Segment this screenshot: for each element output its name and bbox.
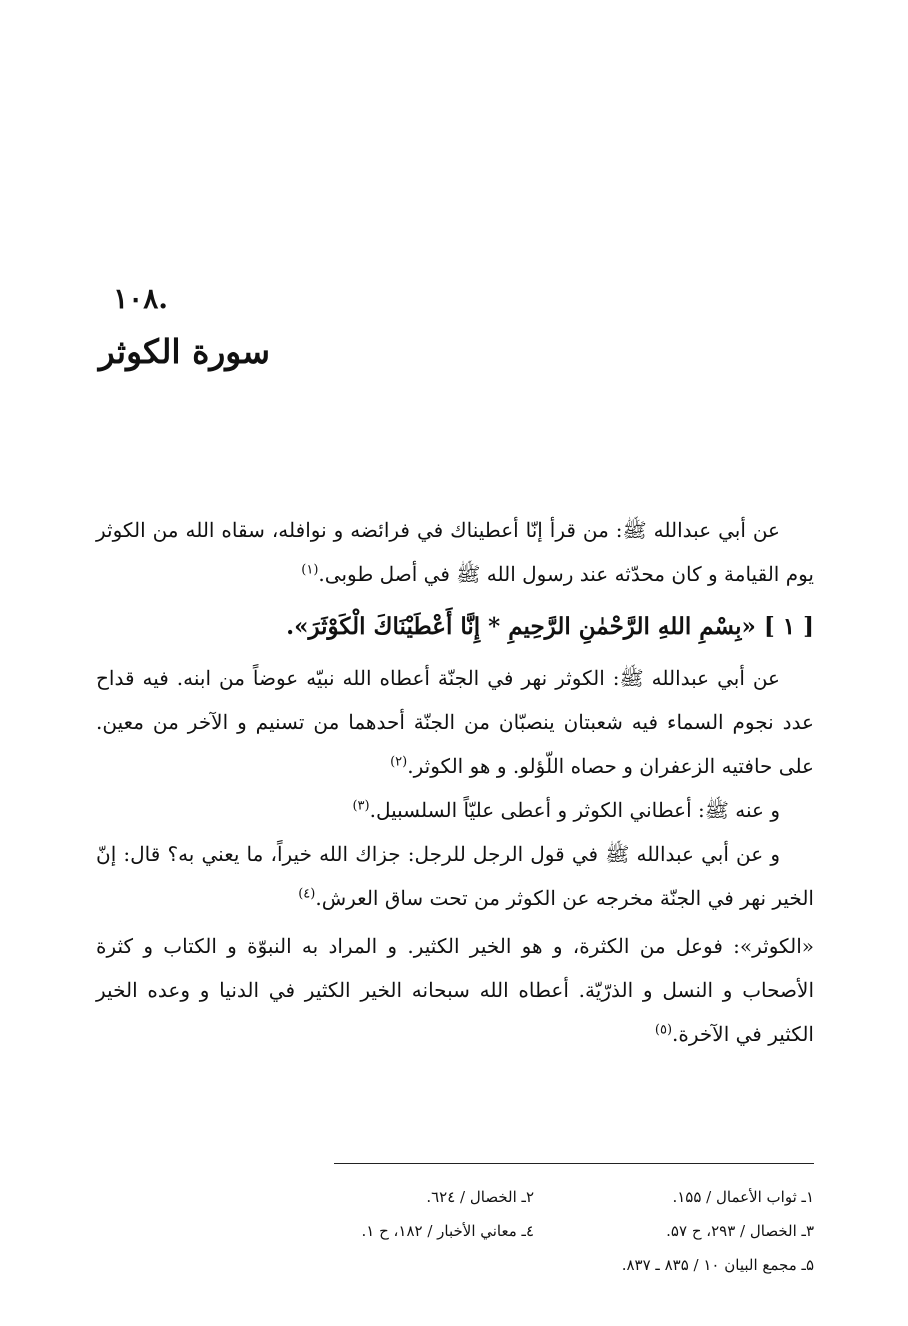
paragraph-1-text: عن أبي عبدالله ﷺ: من قرأ إنّا أعطيناك في فرائضه و نوافله، سقاه الله من الكوثر يوم القيامة و كان محدّثه عند رسول الله ﷺ في أصل طوبى. [96,518,814,586]
footnote-ref-4: (٤) [298,886,316,902]
paragraph-4 [96,832,814,920]
paragraph-2-text: عن أبي عبدالله ﷺ: الكوثر نهر في الجنّة أعطاه الله نبيّه عوضاً من ابنه. فيه قداح عدد نجوم السماء فيه شعبتان ينصبّان من الجنّة أحدهما من تسنيم و الآخر من معين. على حافتيه الزعفران و حصاه اللّؤلو. و هو الكوثر. [96,666,814,778]
surah-title: سورة الكوثر [98,332,270,371]
paragraph-3-text: و عنه ﷺ: أعطاني الكوثر و أعطى عليّاً السلسبيل. [369,798,780,822]
quran-verse: [ ۱ ] «بِسْمِ اللهِ الرَّحْمٰنِ الرَّحِيمِ * إِنَّا أَعْطَيْنَاكَ الْكَوْثَرَ». [286,613,814,640]
footnote-row [254,1214,814,1248]
main-text [96,508,814,1056]
footnotes [254,1180,814,1282]
footnote-ref-2: (۲) [390,754,408,770]
footnote-ref-5: (٥) [654,1022,673,1038]
footnote-divider [334,1163,814,1164]
paragraph-4-text: و عن أبي عبدالله ﷺ في قول الرجل للرجل: جزاك الله خيراً، ما يعني به؟ قال: إنّ الخير نهر في الجنّة مخرجه عن الكوثر من تحت ساق العرش. [96,842,814,910]
paragraph-3 [96,788,814,832]
footnote-ref-1: (۱) [301,562,319,578]
footnote-4: ٤ـ معاني الأخبار / ۱۸۲، ح ۱. [361,1222,534,1240]
footnote-3: ۳ـ الخصال / ۲۹۳، ح ۵۷. [666,1222,814,1240]
paragraph-2 [96,656,814,788]
footnote-row [254,1180,814,1214]
footnote-2: ۲ـ الخصال / ٦۲٤. [426,1188,534,1206]
paragraph-5-text: «الكوثر»: فوعل من الكثرة، و هو الخير الكثير. و المراد به النبوّة و الكتاب و كثرة الأصحاب و النسل و الذرّيّة. أعطاه الله سبحانه الخير الكثير في الدنيا و وعده الخير الكثير في الآخرة. [96,934,814,1046]
paragraph-5 [96,924,814,1056]
footnote-row [254,1248,814,1282]
paragraph-1 [96,508,814,596]
footnote-5: ۵ـ مجمع البيان ۱۰ / ۸۳۵ ـ ۸۳۷. [621,1256,814,1274]
footnote-ref-3: (۳) [352,798,370,814]
surah-number: .۱۰۸ [113,282,168,315]
footnote-1: ۱ـ ثواب الأعمال / ۱۵۵. [672,1188,814,1206]
